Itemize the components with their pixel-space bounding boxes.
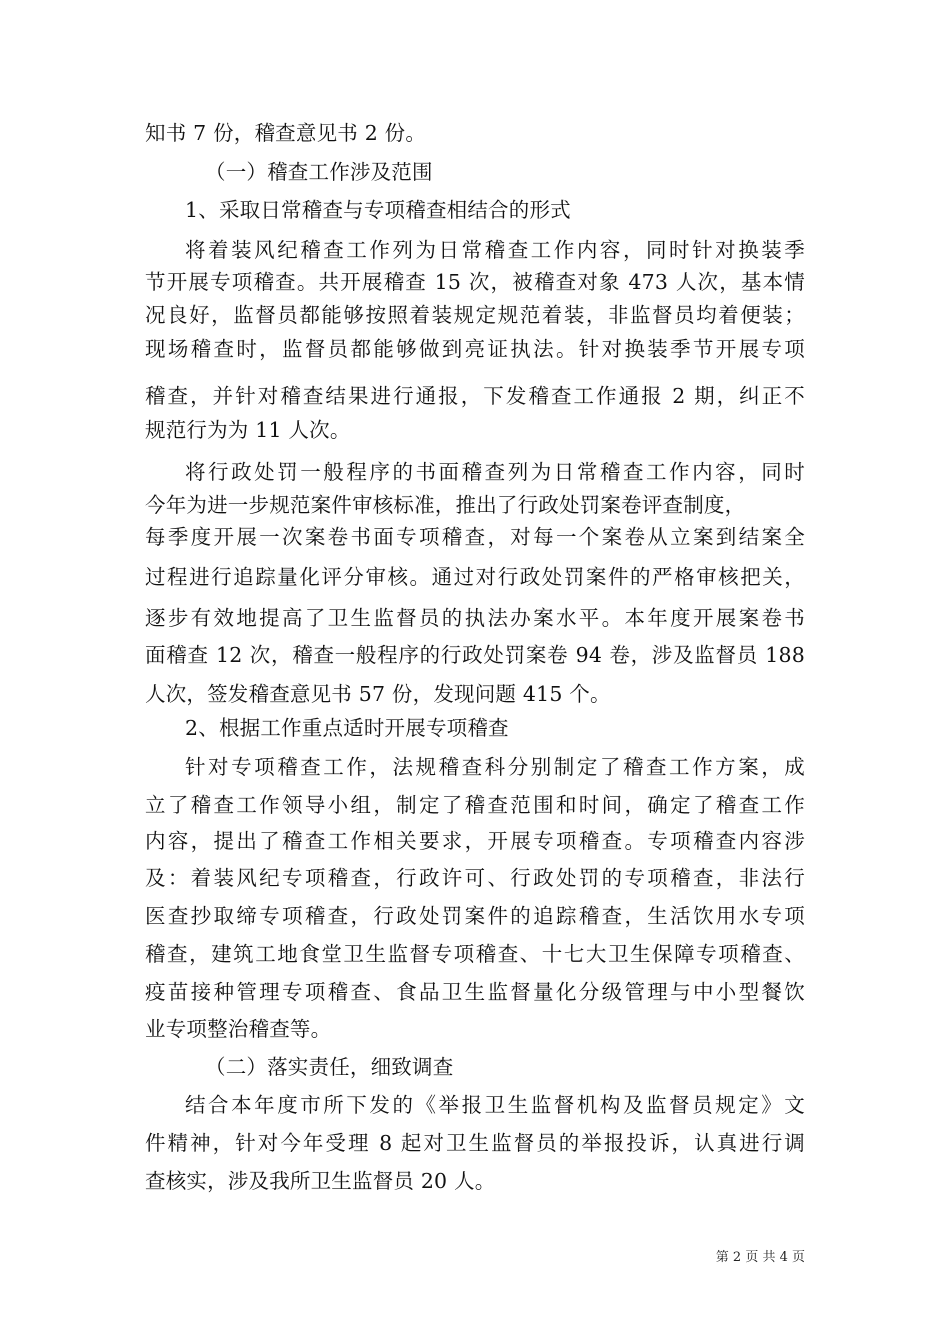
paragraph-line: 稽查，建筑工地食堂卫生监督专项稽查、十七大卫生保障专项稽查、 bbox=[145, 942, 805, 966]
paragraph-line: 现场稽查时，监督员都能够做到亮证执法。针对换装季节开展专项 bbox=[145, 337, 805, 361]
page-number: 第 2 页 共 4 页 bbox=[715, 1250, 805, 1265]
paragraph-line: 查核实，涉及我所卫生监督员 20 人。 bbox=[145, 1169, 496, 1193]
paragraph-line: 稽查，并针对稽查结果进行通报，下发稽查工作通报 2 期，纠正不 bbox=[145, 384, 805, 408]
paragraph-line: 节开展专项稽查。共开展稽查 15 次，被稽查对象 473 人次，基本情 bbox=[145, 270, 805, 294]
section-heading: （一）稽查工作涉及范围 bbox=[205, 160, 433, 184]
paragraph-line: 业专项整治稽查等。 bbox=[145, 1017, 332, 1041]
paragraph-line: 及：着装风纪专项稽查，行政许可、行政处罚的专项稽查，非法行 bbox=[145, 866, 805, 890]
paragraph-line: 医查抄取缔专项稽查，行政处罚案件的追踪稽查，生活饮用水专项 bbox=[145, 904, 805, 928]
paragraph-line: 逐步有效地提高了卫生监督员的执法办案水平。本年度开展案卷书 bbox=[145, 606, 805, 630]
subsection-heading: 2、根据工作重点适时开展专项稽查 bbox=[185, 716, 509, 740]
paragraph-line: 每季度开展一次案卷书面专项稽查，对每一个案卷从立案到结案全 bbox=[145, 525, 805, 549]
paragraph-line: 立了稽查工作领导小组，制定了稽查范围和时间，确定了稽查工作 bbox=[145, 793, 805, 817]
paragraph-line: 将着装风纪稽查工作列为日常稽查工作内容，同时针对换装季 bbox=[185, 238, 805, 262]
paragraph-line: 今年为进一步规范案件审核标准，推出了行政处罚案卷评查制度， bbox=[145, 493, 746, 517]
subsection-heading: 1、采取日常稽查与专项稽查相结合的形式 bbox=[185, 198, 571, 222]
text-line: 知书 7 份，稽查意见书 2 份。 bbox=[145, 121, 427, 145]
paragraph-line: 结合本年度市所下发的《举报卫生监督机构及监督员规定》文 bbox=[185, 1093, 805, 1117]
paragraph-line: 况良好，监督员都能够按照着装规定规范着装，非监督员均着便装； bbox=[145, 303, 805, 327]
paragraph-line: 针对专项稽查工作，法规稽查科分别制定了稽查工作方案，成 bbox=[185, 755, 805, 779]
paragraph-line: 规范行为为 11 人次。 bbox=[145, 418, 351, 442]
paragraph-line: 件精神，针对今年受理 8 起对卫生监督员的举报投诉，认真进行调 bbox=[145, 1131, 805, 1155]
paragraph-line: 将行政处罚一般程序的书面稽查列为日常稽查工作内容，同时 bbox=[185, 460, 805, 484]
paragraph-line: 内容，提出了稽查工作相关要求，开展专项稽查。专项稽查内容涉 bbox=[145, 829, 805, 853]
paragraph-line: 人次，签发稽查意见书 57 份，发现问题 415 个。 bbox=[145, 682, 611, 706]
paragraph-line: 过程进行追踪量化评分审核。通过对行政处罚案件的严格审核把关， bbox=[145, 565, 805, 589]
paragraph-line: 面稽查 12 次，稽查一般程序的行政处罚案卷 94 卷，涉及监督员 188 bbox=[145, 643, 805, 667]
section-heading: （二）落实责任，细致调查 bbox=[205, 1055, 454, 1079]
paragraph-line: 疫苗接种管理专项稽查、食品卫生监督量化分级管理与中小型餐饮 bbox=[145, 980, 805, 1004]
